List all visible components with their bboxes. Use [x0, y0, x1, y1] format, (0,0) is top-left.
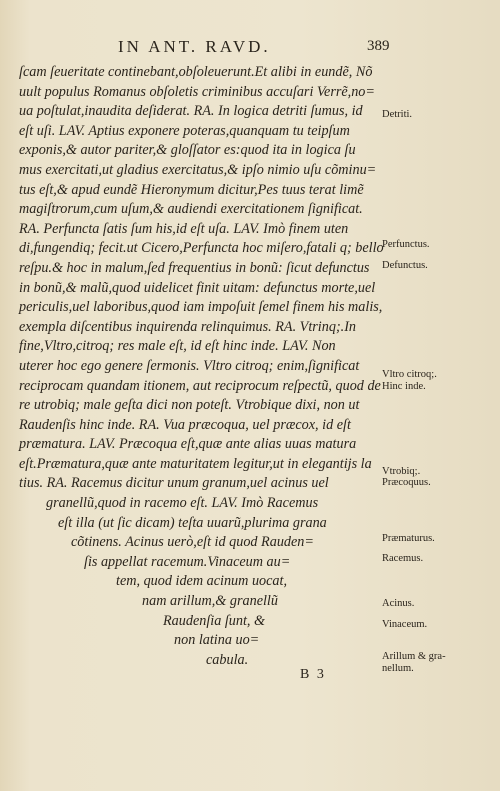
page-number: 389 [367, 38, 390, 54]
text-line: eſt uſi. LAV. Aptius exponere poteras,quanquam tu teipſum [19, 122, 350, 139]
text-line: ſcam ſeueritate continebant,obſoleuerunt.Et alibi in eundẽ, Nõ [19, 64, 373, 80]
margin-note: Vltro citroq;. [382, 369, 437, 380]
text-line: cabula. [206, 651, 249, 668]
running-title: IN ANT. RAVD. [118, 37, 271, 56]
margin-note: Racemus. [382, 553, 424, 564]
margin-note: Defunctus. [382, 260, 428, 271]
margin-note: Præmaturus. [382, 533, 435, 544]
margin-note: Arillum & gra- [382, 651, 446, 662]
text-line: nam arillum,& granellũ [142, 593, 278, 610]
text-line: eſt illa (ut ſic dicam) teſta uuarũ,plurima grana [58, 514, 327, 531]
main-text-block [19, 63, 384, 670]
text-line: re utrobiq; male geſta dici non poteſt. Vtrobique dixi, non ut [19, 397, 360, 414]
signature-mark: B 3 [300, 667, 326, 682]
text-line: Raudenſis hinc inde. RA. Vua præcoqua, uel præcox, id eſt [19, 416, 351, 433]
margin-note: Acinus. [382, 598, 415, 609]
margin-note: Perfunctus. [382, 239, 430, 250]
text-line: reſpu.& hoc in malum,ſed frequentius in bonũ: ſicut defunctus [19, 259, 370, 276]
margin-note: Hinc inde. [382, 381, 426, 392]
text-line: reciprocam quandam itionem, aut reciprocum reſpectũ, quod de [19, 377, 381, 394]
text-line: cõtinens. Acinus uerò,eſt id quod Rauden= [71, 534, 314, 551]
text-line: præmatura. LAV. Præcoqua eſt,quæ ante alias uuas matura [19, 436, 357, 453]
margin-note: Præcoquus. [382, 477, 431, 488]
text-line: granellũ,quod in racemo eſt. LAV. Imò Racemus [46, 495, 319, 512]
text-line: Raudenſia ſunt, & [163, 612, 266, 629]
margin-note: Detriti. [382, 109, 413, 120]
text-line: tem, quod idem acinum uocat, [116, 573, 288, 590]
text-line: uult populus Romanus obſoletis criminibus accuſari Verrẽ,no= [19, 83, 375, 100]
text-line: RA. Perfuncta ſatis ſum his,id eſt uſa. LAV. Imò finem uten [19, 220, 349, 237]
text-line: magiſtrorum,cum uſum,& audiendi exercitationem ſignificat. [19, 201, 363, 218]
text-line: periculis,uel laboribus,quod iam impoſuit ſemel finem his malis, [19, 299, 383, 316]
text-line: non latina uo= [174, 632, 260, 649]
text-line: di,fungendiq; fecit.ut Cicero,Perfuncta hoc miſero,fatali q; bello [19, 240, 384, 257]
text-line: uterer hoc ego genere ſermonis. Vltro citroq; enim,ſignificat [19, 357, 360, 374]
text-line: in bonũ,& malũ,quod uidelicet finit uitam: defunctus morte,uel [19, 279, 376, 296]
margin-note: Vinaceum. [382, 619, 428, 630]
text-line: eſt.Præmatura,quæ ante maturitatem legitur,ut in elegantijs la [19, 455, 372, 472]
margin-note: Vtrobiq;. [382, 466, 421, 477]
text-line: exponis,& autor pariter,& gloſſator es:quod ita in logica ſu [19, 142, 356, 159]
text-line: mus exercitati,ut gladius exercitatus,& ipſo nimio uſu cõminu= [19, 161, 377, 178]
text-line: ua poſtulat,inaudita deſiderat. RA. In logica detriti ſumus, id [19, 103, 363, 120]
text-line: exempla diſcentibus inquirenda relinquimus. RA. Vtrinq;.In [19, 318, 357, 335]
page-header [0, 37, 500, 63]
text-line: fine,Vltro,citroq; res male eſt, id eſt hinc inde. LAV. Non [19, 338, 336, 355]
text-line: tus eſt,& apud eundẽ Hieronymum dicitur,Pes tuus terat limẽ [19, 181, 364, 198]
margin-note: nellum. [382, 663, 414, 674]
text-line: tius. RA. Racemus dicitur unum granum,uel acinus uel [19, 475, 329, 492]
text-line: ſis appellat racemum.Vinaceum au= [84, 553, 291, 570]
